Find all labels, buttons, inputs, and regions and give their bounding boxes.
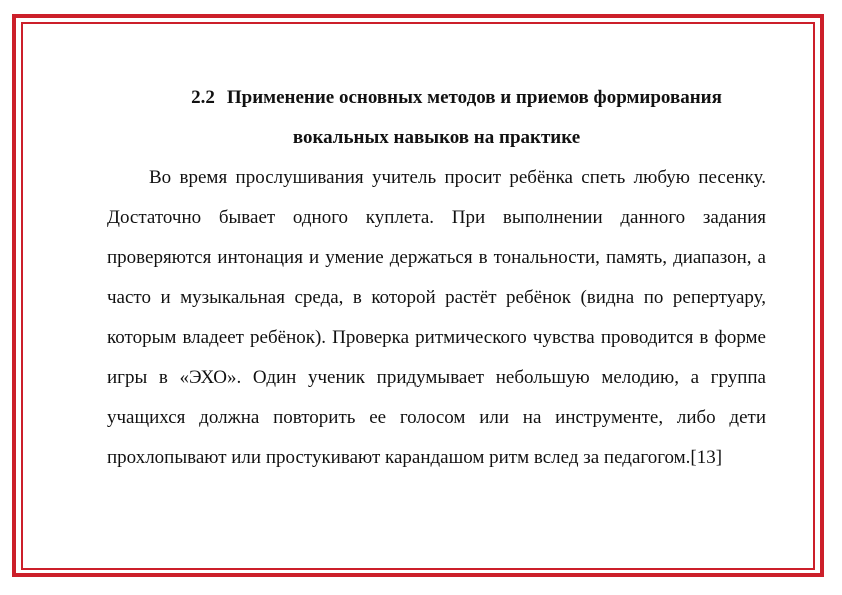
heading-title-line-2: вокальных навыков на практике xyxy=(292,127,581,148)
heading-title-line-1: Применение основных методов и приемов формирования xyxy=(226,87,722,108)
heading-line-1 xyxy=(107,78,766,118)
slide-content xyxy=(107,78,766,478)
section-number: 2.2 xyxy=(191,87,215,108)
body-paragraph: Во время прослушивания учитель просит ребёнка спеть любую песенку. Достаточно бывает одного куплета. При выполнении данного задания проверяются интонация и умение держаться в тональности, память, диапазон, а часто и музыкальная среда, в которой растёт ребёнок (видна по репертуару, которым владеет ребёнок). Проверка ритмического чувства проводится в форме игры в «ЭХО». Один ученик придумывает небольшую мелодию, а группа учащихся должна повторить ее голосом или на инструменте, либо дети прохлопывают или простукивают карандашом ритм вслед за педагогом.[13] xyxy=(107,167,766,468)
section-heading xyxy=(107,78,766,158)
